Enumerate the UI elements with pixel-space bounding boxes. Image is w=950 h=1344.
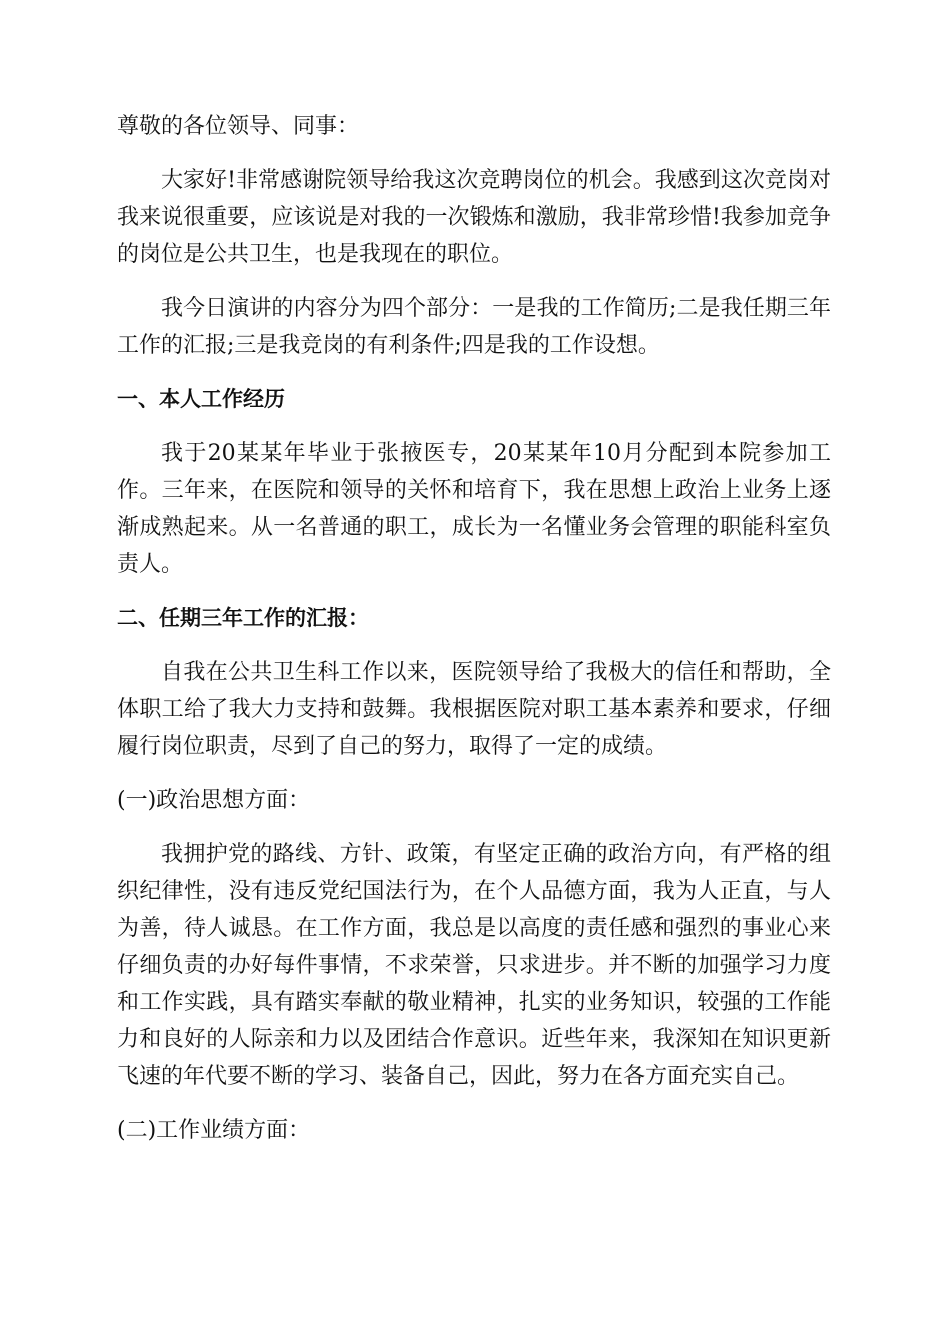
subsection-2-heading: (二)工作业绩方面： [117,1118,311,1143]
subsection-1-paragraph: 我拥护党的路线、方针、政策，有坚定正确的政治方向，有严格的组织纪律性，没有违反党纪国法行为，在个人品德方面，我为人正直，与人为善，待人诚恳。在工作方面，我总是以高度的责任感和强烈的事业心来仔细负责的办好每件事情，不求荣誉，只求进步。并不断的加强学习力度和工作实践，具有踏实奉献的敬业精神，扎实的业务知识，较强的工作能力和良好的人际亲和力以及团结合作意识。近些年来，我深知在知识更新飞速的年代要不断的学习、装备自己，因此，努力在各方面充实自己。 [117,842,831,1089]
section-1-heading: 一、本人工作经历 [117,387,285,411]
document-body [117,108,831,1166]
intro-paragraph-1: 大家好!非常感谢院领导给我这次竞聘岗位的机会。我感到这次竞岗对我来说很重要，应该说是对我的一次锻炼和激励，我非常珍惜!我参加竞争的岗位是公共卫生，也是我现在的职位。 [117,168,831,267]
intro-paragraph-2: 我今日演讲的内容分为四个部分：一是我的工作简历;二是我任期三年工作的汇报;三是我竞岗的有利条件;四是我的工作设想。 [117,296,831,358]
subsection-1-heading: (一)政治思想方面： [117,788,311,813]
salutation: 尊敬的各位领导、同事： [117,114,360,139]
section-1-paragraph: 我于20某某年毕业于张掖医专，20某某年10月分配到本院参加工作。三年来，在医院和领导的关怀和培育下，我在思想上政治上业务上逐渐成熟起来。从一名普通的职工，成长为一名懂业务会管理的职能科室负责人。 [117,441,831,577]
section-2-paragraph: 自我在公共卫生科工作以来，医院领导给了我极大的信任和帮助，全体职工给了我大力支持和鼓舞。我根据医院对职工基本素养和要求，仔细履行岗位职责，尽到了自己的努力，取得了一定的成绩。 [117,660,831,759]
section-2-heading: 二、任期三年工作的汇报： [117,606,369,630]
